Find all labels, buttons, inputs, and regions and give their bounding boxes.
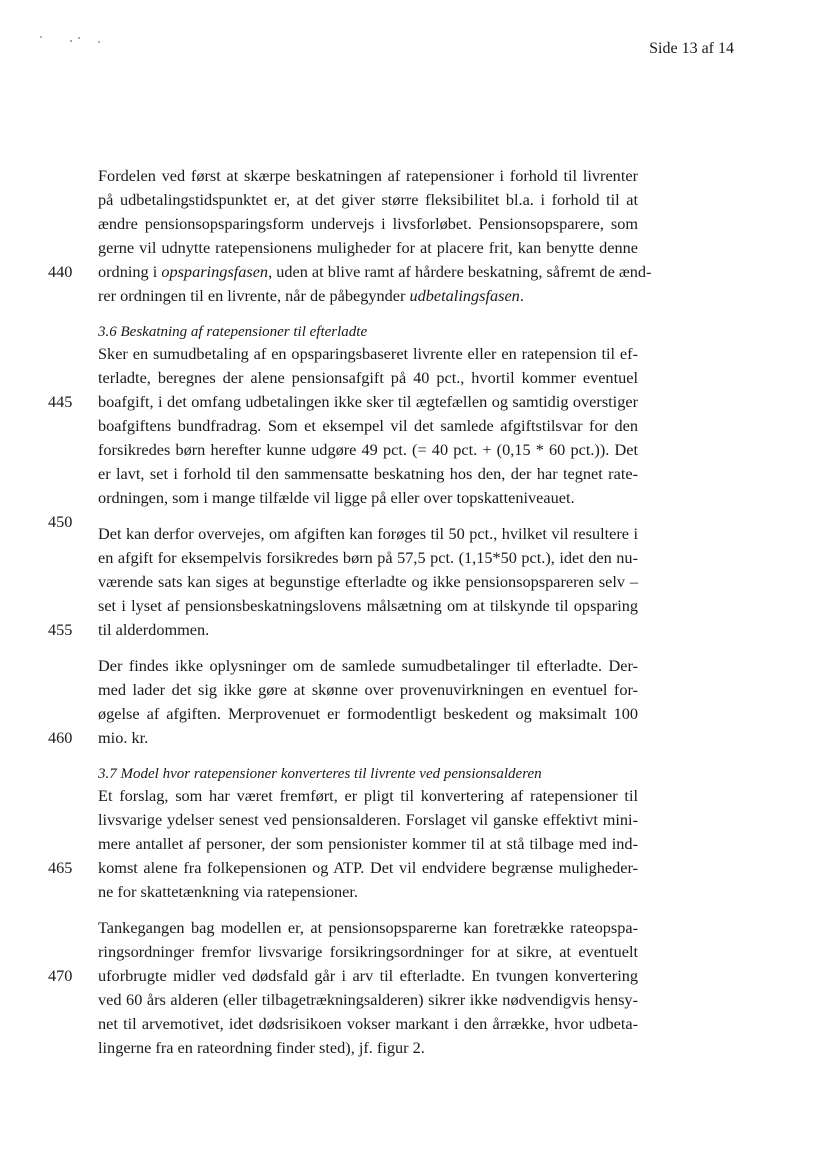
text-segment: .	[519, 286, 524, 305]
text-line	[98, 236, 638, 260]
scan-speck	[40, 36, 42, 38]
line-number: 445	[48, 392, 73, 411]
text-segment: terladte, beregnes der alene pensionsafgift på 40 pct., hvortil kommer eventuel	[98, 368, 638, 387]
text-segment: rer ordningen til en livrente, når de påbegynder	[98, 286, 410, 305]
text-segment: komst alene fra folkepensionen og ATP. Det vil endvidere begrænse muligheder-	[98, 858, 638, 877]
scan-speck	[70, 40, 72, 42]
text-segment: ordning i	[98, 262, 162, 281]
text-segment: uforbrugte midler ved dødsfald går i arv til efterladte. En tvungen konvertering	[98, 966, 638, 985]
text-line	[98, 808, 638, 832]
text-line	[98, 964, 638, 988]
page-number: Side 13 af 14	[649, 40, 734, 57]
text-line	[98, 486, 638, 510]
text-line	[98, 678, 638, 702]
text-segment: livsvarige ydelser senest ved pensionsalderen. Forslaget vil ganske effektivt mini-	[98, 810, 638, 829]
text-segment: er lavt, set i forhold til den sammensatte beskatning hos den, der har tegnet rate-	[98, 464, 638, 483]
text-line	[98, 988, 638, 1012]
text-line	[98, 654, 638, 678]
line-number: 465	[48, 858, 73, 877]
text-line	[98, 832, 638, 856]
text-segment: Der findes ikke oplysninger om de samlede sumudbetalinger til efterladte. Der-	[98, 656, 638, 675]
text-segment: ændre pensionsopsparingsform undervejs i livsforløbet. Pensionsopsparere, som	[98, 214, 638, 233]
text-segment: Sker en sumudbetaling af en opsparingsbaseret livrente eller en ratepension til ef-	[98, 344, 638, 363]
text-line	[98, 702, 638, 726]
text-segment: til alderdommen.	[98, 620, 210, 639]
text-line	[98, 342, 638, 366]
text-line	[98, 522, 638, 546]
text-line	[98, 856, 638, 880]
scan-speck	[78, 37, 80, 39]
line-number: 460	[48, 728, 73, 747]
text-segment: mio. kr.	[98, 728, 149, 747]
text-line	[98, 784, 638, 808]
text-segment: med lader det sig ikke gøre at skønne over provenuvirkningen en eventuel for-	[98, 680, 638, 699]
text-segment: mere antallet af personer, der som pensionister kommer til at stå tilbage med ind-	[98, 834, 638, 853]
text-segment: ne for skattetænkning via ratepensioner.	[98, 882, 358, 901]
text-segment: en afgift for eksempelvis forsikredes børn på 57,5 pct. (1,15*50 pct.), idet den nu-	[98, 548, 638, 567]
text-line	[98, 212, 638, 236]
text-segment: ringsordninger fremfor livsvarige forsikringsordninger for at sikre, at eventuelt	[98, 942, 638, 961]
text-line	[98, 284, 638, 308]
text-line	[98, 880, 638, 904]
text-line	[98, 594, 638, 618]
text-segment: Fordelen ved først at skærpe beskatningen af ratepensioner i forhold til livrenter	[98, 166, 638, 185]
text-segment: net til arvemotivet, idet dødsrisikoen vokser markant i den årrække, hvor udbeta-	[98, 1014, 638, 1033]
text-line	[98, 390, 638, 414]
text-line	[98, 188, 638, 212]
section-heading	[98, 320, 638, 344]
text-line	[98, 546, 638, 570]
text-line	[98, 414, 638, 438]
text-segment: 3.7 Model hvor ratepensioner konverteres til livrente ved pensionsalderen	[98, 766, 542, 782]
text-segment: på udbetalingstidspunktet er, at det giver større fleksibilitet bl.a. i forhold til at	[98, 190, 638, 209]
text-line	[98, 164, 638, 188]
text-line	[98, 1012, 638, 1036]
text-line	[98, 462, 638, 486]
text-segment: ved 60 års alderen (eller tilbagetrækningsalderen) sikrer ikke nødvendigvis hensy-	[98, 990, 638, 1009]
text-segment: gerne vil udnytte ratepensionens muligheder for at placere frit, kan benytte denne	[98, 238, 638, 257]
line-number: 470	[48, 966, 73, 985]
text-segment: , uden at blive ramt af hårdere beskatning, såfremt de ænd-	[268, 262, 652, 281]
text-segment: Et forslag, som har været fremført, er pligt til konvertering af ratepensioner til	[98, 786, 638, 805]
line-number: 455	[48, 620, 73, 639]
text-segment: set i lyset af pensionsbeskatningslovens målsætning om at tilskynde til opsparing	[98, 596, 638, 615]
text-segment: øgelse af afgiften. Merprovenuet er formodentligt beskedent og maksimalt 100	[98, 704, 638, 723]
text-segment: boafgift, i det omfang udbetalingen ikke sker til ægtefællen og samtidig overstiger	[98, 392, 638, 411]
italic-term: opsparingsfasen	[161, 262, 269, 281]
text-line	[98, 260, 652, 284]
section-heading	[98, 762, 638, 786]
text-segment: forsikredes børn herefter kunne udgøre 49 pct. (= 40 pct. + (0,15 * 60 pct.)). Det	[98, 440, 638, 459]
text-line	[98, 726, 638, 750]
text-segment: 3.6 Beskatning af ratepensioner til efterladte	[98, 324, 368, 340]
text-line	[98, 916, 638, 940]
scan-speck	[98, 41, 100, 43]
text-segment: Det kan derfor overvejes, om afgiften kan forøges til 50 pct., hvilket vil resultere i	[98, 524, 638, 543]
text-line	[98, 366, 638, 390]
line-number: 440	[48, 262, 73, 281]
text-segment: ordningen, som i mange tilfælde vil ligge på eller over topskatteniveauet.	[98, 488, 575, 507]
text-segment: boafgiftens bundfradrag. Som et eksempel vil det samlede afgiftstilsvar for den	[98, 416, 638, 435]
text-line	[98, 940, 638, 964]
text-line	[98, 1036, 638, 1060]
line-number: 450	[48, 512, 73, 531]
text-segment: lingerne fra en rateordning finder sted), jf. figur 2.	[98, 1038, 425, 1057]
italic-term: udbetalingsfasen	[409, 286, 520, 305]
text-line	[98, 618, 638, 642]
text-segment: Tankegangen bag modellen er, at pensionsopsparerne kan foretrække rateopspa-	[98, 918, 638, 937]
text-line	[98, 438, 638, 462]
text-segment: værende sats kan siges at begunstige efterladte og ikke pensionsopspareren selv –	[98, 572, 638, 591]
text-line	[98, 570, 638, 594]
